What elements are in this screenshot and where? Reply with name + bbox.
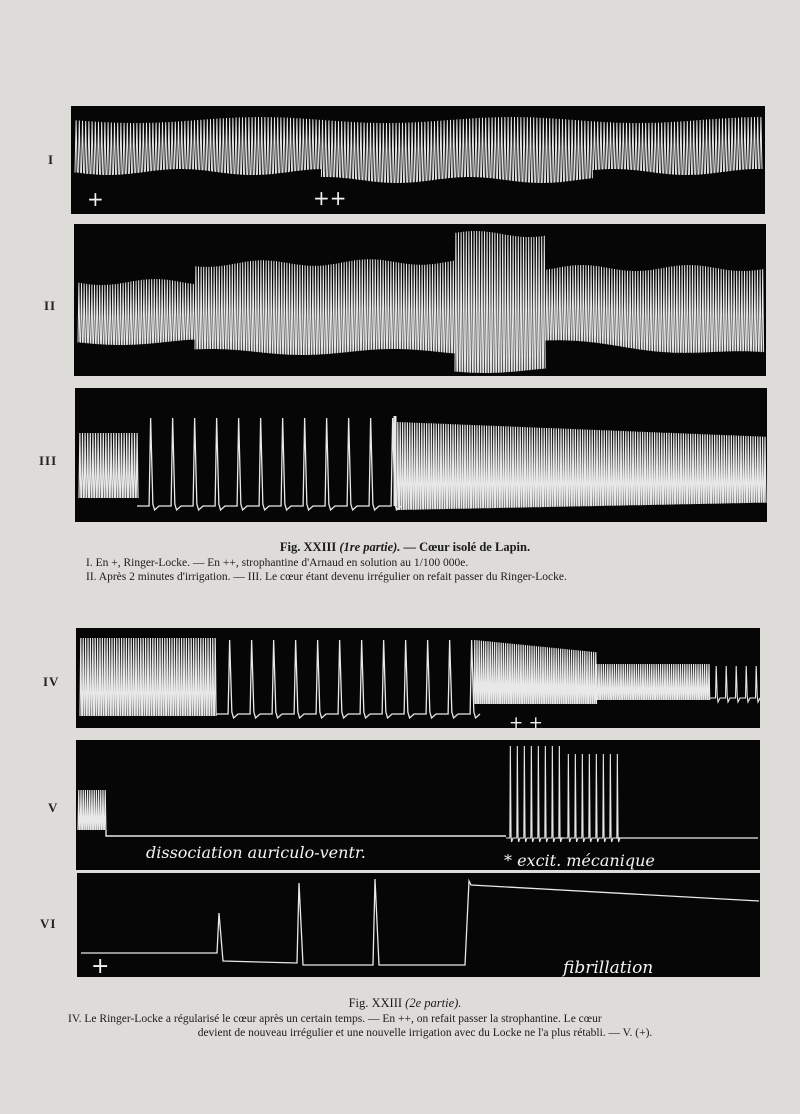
caption-2-part: (2e partie). xyxy=(405,996,462,1010)
plus-plus-mark-iv: + + xyxy=(509,713,543,728)
annotation-dissociation: dissociation auriculo-ventr. xyxy=(146,843,366,862)
caption-2-line-2: devient de nouveau irrégulier et une nouvelle irrigation avec du Locke ne l'a plus rétabli. — V. (+). xyxy=(197,1027,653,1039)
trace-v xyxy=(76,740,760,870)
caption-1-title xyxy=(60,540,750,554)
row-label-iv: IV xyxy=(43,674,60,689)
caption-2-line-1: IV. Le Ringer-Locke a régularisé le cœur après un certain temps. — En ++, on refait passer la strophantine. Le cœur xyxy=(68,1013,602,1025)
row-label-ii: II xyxy=(44,298,57,313)
figure-caption-part-1 xyxy=(60,540,750,584)
caption-1-part: (1re partie). xyxy=(339,540,401,554)
caption-1-title-rest: — Cœur isolé de Lapin. xyxy=(403,540,531,554)
caption-2-fig: Fig. XXIII xyxy=(348,996,403,1010)
trace-panel-i xyxy=(71,106,765,214)
trace-panel-v xyxy=(76,740,760,870)
row-label-v: V xyxy=(48,800,59,815)
plus-mark-vi: + xyxy=(91,954,110,977)
caption-1-fig: Fig. XXIII xyxy=(279,540,337,554)
row-label-vi: VI xyxy=(40,916,57,931)
trace-vi xyxy=(77,873,760,977)
plus-plus-mark-i: ++ xyxy=(313,186,347,210)
annotation-fibrillation: fibrillation xyxy=(563,958,654,977)
trace-i xyxy=(71,106,765,214)
trace-iv xyxy=(76,628,760,728)
row-label-iii: III xyxy=(39,453,58,468)
caption-1-line-1: I. En +, Ringer-Locke. — En ++, strophantine d'Arnaud en solution au 1/100 000e. xyxy=(86,557,469,569)
trace-iii xyxy=(75,388,767,522)
trace-ii xyxy=(74,224,766,376)
row-label-i: I xyxy=(48,152,55,167)
annotation-excitation: * excit. mécanique xyxy=(504,851,655,870)
trace-panel-iv xyxy=(76,628,760,728)
plus-mark-i: + xyxy=(87,187,104,211)
trace-panel-ii xyxy=(74,224,766,376)
trace-panel-iii xyxy=(75,388,767,522)
figure-caption-part-2 xyxy=(60,996,750,1040)
caption-1-line-2: II. Après 2 minutes d'irrigation. — III. Le cœur étant devenu irrégulier on refait passer du Ringer-Locke. xyxy=(86,571,567,583)
caption-2-title xyxy=(60,996,750,1010)
trace-panel-vi xyxy=(77,873,760,977)
